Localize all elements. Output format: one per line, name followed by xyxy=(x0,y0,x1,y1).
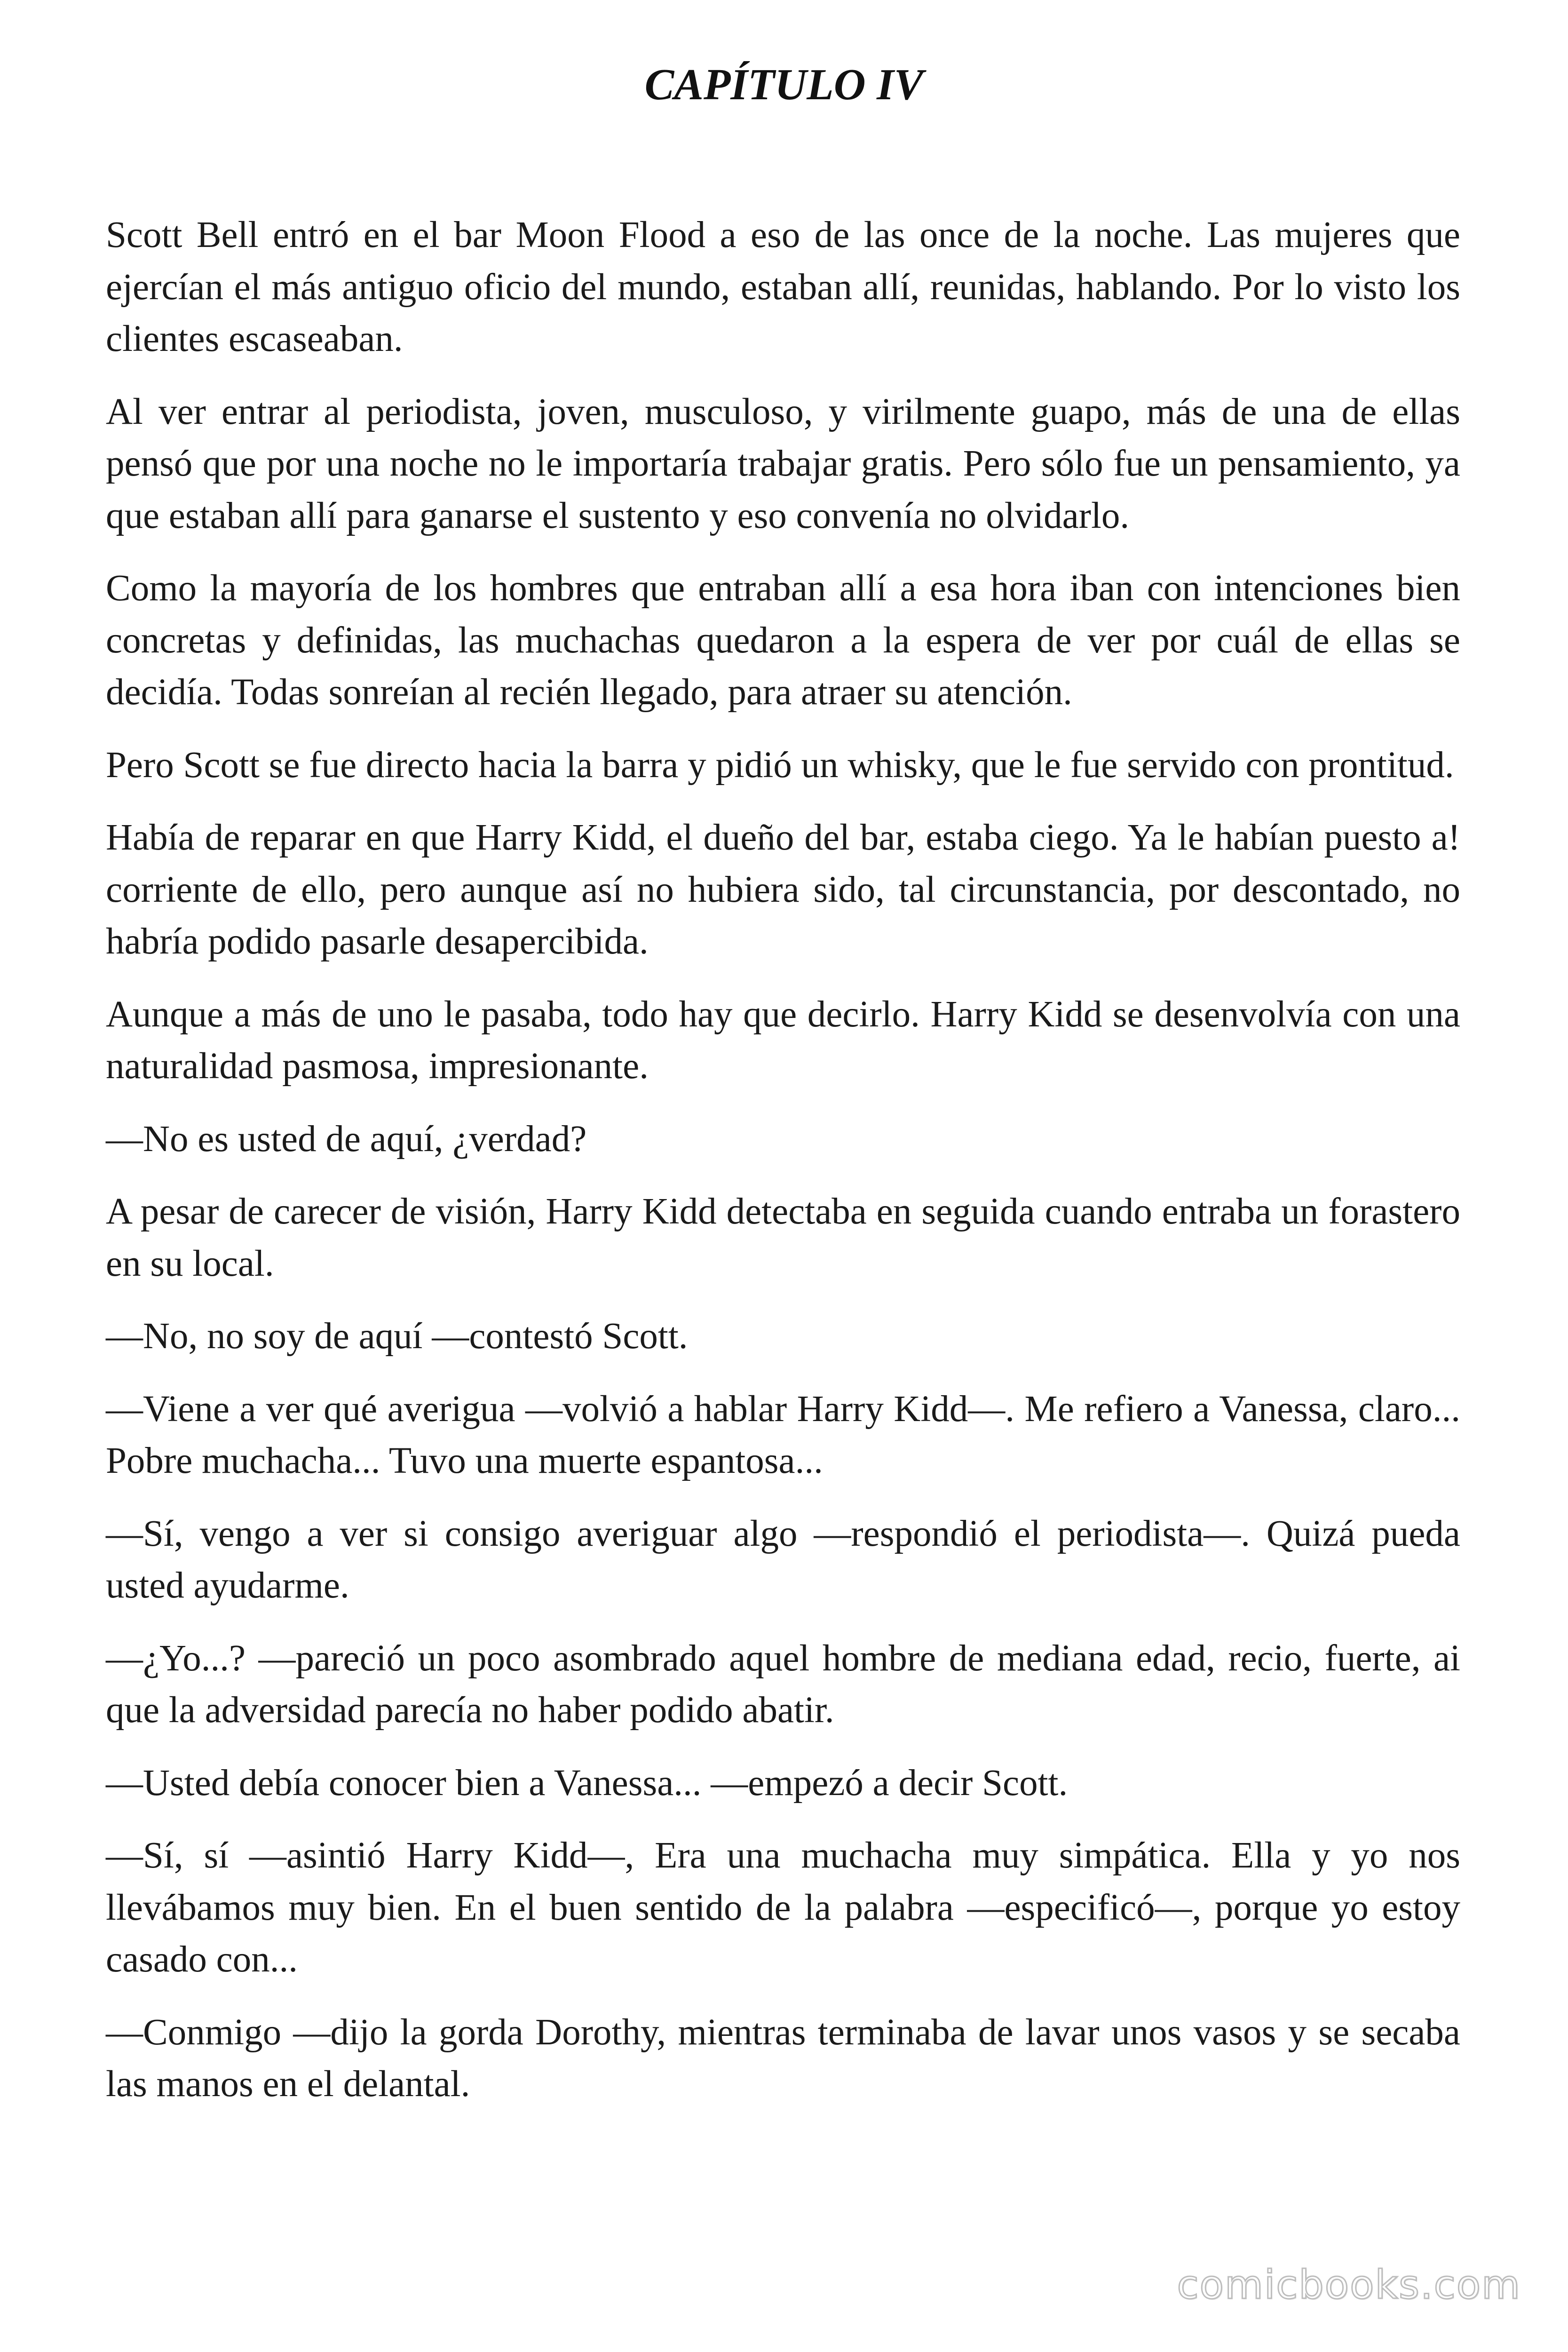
paragraph: A pesar de carecer de visión, Harry Kidd detectaba en seguida cuando entraba un forastero en su local. xyxy=(106,1191,1460,1284)
paragraph: Scott Bell entró en el bar Moon Flood a eso de las once de la noche. Las mujeres que ejercían el más antiguo oficio del mundo, estaban allí, reunidas, hablando. Por lo visto los clientes escaseaban. xyxy=(106,215,1460,359)
dialogue-line: —¿Yo...? —pareció un poco asombrado aquel hombre de mediana edad, recio, fuerte, ai que la adversidad parecía no haber podido abatir. xyxy=(106,1637,1460,1731)
dialogue-line: —Usted debía conocer bien a Vanessa... —empezó a decir Scott. xyxy=(106,1762,1068,1804)
paragraph: Pero Scott se fue directo hacia la barra y pidió un whisky, que le fue servido con prontitud. xyxy=(106,744,1454,786)
dialogue-line: —Sí, sí —asintió Harry Kidd—, Era una muchacha muy simpática. Ella y yo nos llevábamos muy bien. En el buen sentido de la palabra —especificó—, porque yo estoy casado con... xyxy=(106,1835,1460,1980)
dialogue-line: —Sí, vengo a ver si consigo averiguar algo —respondió el periodista—. Quizá pueda usted ayudarme. xyxy=(106,1513,1460,1606)
paragraph: Aunque a más de uno le pasaba, todo hay que decirlo. Harry Kidd se desenvolvía con una naturalidad pasmosa, impresionante. xyxy=(106,993,1460,1087)
chapter-title: CAPÍTULO IV xyxy=(644,60,924,109)
paragraph: Al ver entrar al periodista, joven, musculoso, y virilmente guapo, más de una de ellas pensó que por una noche no le importaría trabajar gratis. Pero sólo fue un pensamiento, ya que estaban allí para ganarse el sustento y eso convenía no olvidarlo. xyxy=(106,391,1460,536)
chapter-body xyxy=(106,209,1460,2131)
dialogue-line: —Conmigo —dijo la gorda Dorothy, mientras terminaba de lavar unos vasos y se secaba las manos en el delantal. xyxy=(106,2011,1460,2105)
dialogue-line: —Viene a ver qué averigua —volvió a hablar Harry Kidd—. Me refiero a Vanessa, claro... Pobre muchacha... Tuvo una muerte espantosa... xyxy=(106,1388,1460,1481)
dialogue-line: —No, no soy de aquí —contestó Scott. xyxy=(106,1316,688,1357)
site-watermark: comicbooks.com xyxy=(1177,2262,1521,2308)
dialogue-line: —No es usted de aquí, ¿verdad? xyxy=(106,1118,587,1160)
paragraph: Había de reparar en que Harry Kidd, el dueño del bar, estaba ciego. Ya le habían puesto a! corriente de ello, pero aunque así no hubiera sido, tal circunstancia, por descontado, no habría podido pasarle desapercibida. xyxy=(106,817,1460,962)
paragraph: Como la mayoría de los hombres que entraban allí a esa hora iban con intenciones bien concretas y definidas, las muchachas quedaron a la espera de ver por cuál de ellas se decidía. Todas sonreían al recién llegado, para atraer su atención. xyxy=(106,568,1460,713)
